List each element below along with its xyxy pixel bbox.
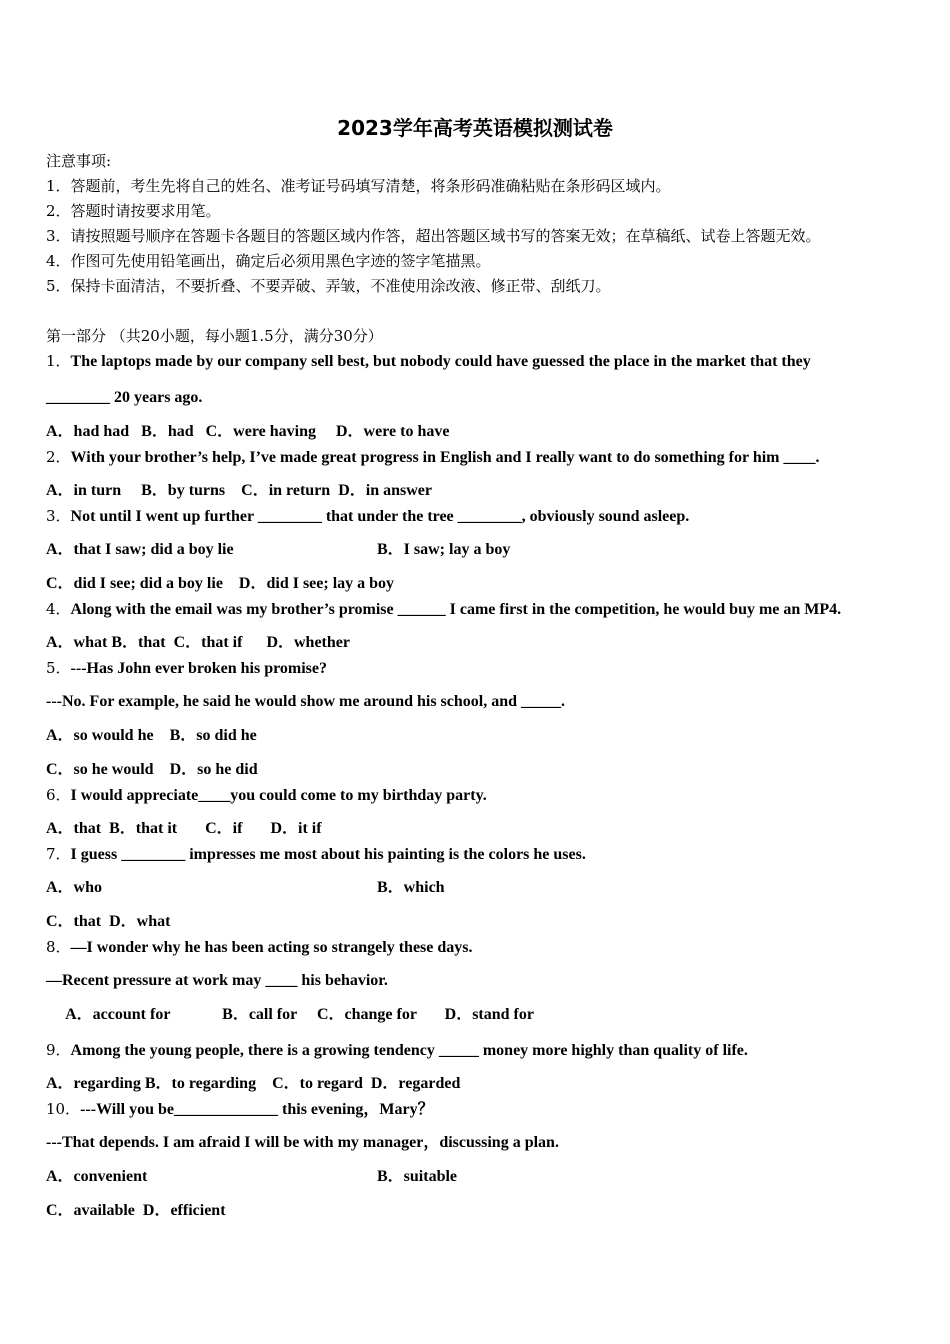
question-text: The laptops made by our company sell best, but nobody could have guessed the place in the market that they xyxy=(70,353,811,370)
question-text: Among the young people, there is a growing tendency _____ money more highly than quality of life. xyxy=(70,1042,748,1059)
note-item: 2．答题时请按要求用笔。 xyxy=(46,202,221,220)
question-number: 2． xyxy=(46,448,71,466)
option-right: B．suitable xyxy=(377,1168,458,1185)
question-number: 7． xyxy=(46,845,71,863)
option-left: A．convenient xyxy=(46,1168,148,1185)
note-item: 1．答题前，考生先将自己的姓名、准考证号码填写清楚，将条形码准确粘贴在条形码区域内。 xyxy=(46,177,671,195)
question-text: With your brother’s help, I’ve made great progress in English and I really want to do something for him ____. xyxy=(70,449,820,466)
question-number: 10． xyxy=(46,1100,81,1118)
options-row: C．that D．what xyxy=(46,913,171,930)
question-number: 6． xyxy=(46,786,71,804)
section-heading: 第一部分 （共20小题，每小题1.5分，满分30分） xyxy=(46,327,383,345)
question-text: —I wonder why he has been acting so strangely these days. xyxy=(70,939,473,956)
options-row: C．available D．efficient xyxy=(46,1202,226,1219)
options-row: C．did I see; did a boy lie D．did I see; lay a boy xyxy=(46,575,395,592)
question-stem xyxy=(46,845,586,864)
options-row: A．regarding B．to regarding C．to regard D．regarded xyxy=(46,1075,461,1092)
option-right: B．which xyxy=(377,879,445,896)
question-text: ---Has John ever broken his promise? xyxy=(70,660,328,677)
question-number: 5． xyxy=(46,659,71,677)
question-stem xyxy=(46,448,819,467)
option-left: A．that I saw; did a boy lie xyxy=(46,541,234,558)
option-left: A．who xyxy=(46,879,103,896)
question-number: 4． xyxy=(46,600,71,618)
note-item: 3．请按照题号顺序在答题卡各题目的答题区域内作答，超出答题区域书写的答案无效；在草稿纸、试卷上答题无效。 xyxy=(46,227,821,245)
question-stem xyxy=(46,1100,434,1119)
notes-heading: 注意事项: xyxy=(46,152,112,170)
options-row: A．so would he B．so did he xyxy=(46,727,257,744)
question-number: 1． xyxy=(46,352,71,370)
options-row: A．what B．that C．that if D．whether xyxy=(46,634,350,651)
question-stem xyxy=(46,659,327,678)
question-text: I guess ________ impresses me most about his painting is the colors he uses. xyxy=(70,846,586,863)
question-stem-continued: ---That depends. I am afraid I will be with my manager，discussing a plan. xyxy=(46,1134,559,1151)
question-stem xyxy=(46,786,487,805)
question-stem xyxy=(46,1041,748,1060)
question-text: ---Will you be_____________ this evening，Mary？ xyxy=(80,1101,434,1118)
question-text: I would appreciate____you could come to my birthday party. xyxy=(70,787,487,804)
page-title: 2023学年高考英语模拟测试卷 xyxy=(337,116,613,140)
question-stem xyxy=(46,938,473,957)
option-right: B．I saw; lay a boy xyxy=(377,541,511,558)
note-item: 4．作图可先使用铅笔画出，确定后必须用黑色字迹的签字笔描黑。 xyxy=(46,252,491,270)
question-text: Not until I went up further ________ that under the tree ________, obviously sound asleep. xyxy=(70,508,690,525)
question-stem-continued: ________ 20 years ago. xyxy=(46,389,203,406)
question-text: Along with the email was my brother’s promise ______ I came first in the competition, he would buy me an MP4. xyxy=(70,601,842,618)
options-row: A．account for B．call for C．change for D．stand for xyxy=(46,1006,534,1023)
options-row: C．so he would D．so he did xyxy=(46,761,258,778)
question-stem xyxy=(46,600,841,619)
options-row: A．had had B．had C．were having D．were to have xyxy=(46,423,450,440)
options-row: A．that B．that it C．if D．it if xyxy=(46,820,322,837)
note-item: 5．保持卡面清洁，不要折叠、不要弄破、弄皱，不准使用涂改液、修正带、刮纸刀。 xyxy=(46,277,611,295)
question-stem xyxy=(46,507,689,526)
options-row: A．in turn B．by turns C．in return D．in answer xyxy=(46,482,432,499)
question-stem-continued: ---No. For example, he said he would show me around his school, and _____. xyxy=(46,693,566,710)
question-stem xyxy=(46,352,811,371)
question-stem-continued: —Recent pressure at work may ____ his behavior. xyxy=(46,972,388,989)
question-number: 9． xyxy=(46,1041,71,1059)
question-number: 3． xyxy=(46,507,71,525)
question-number: 8． xyxy=(46,938,71,956)
